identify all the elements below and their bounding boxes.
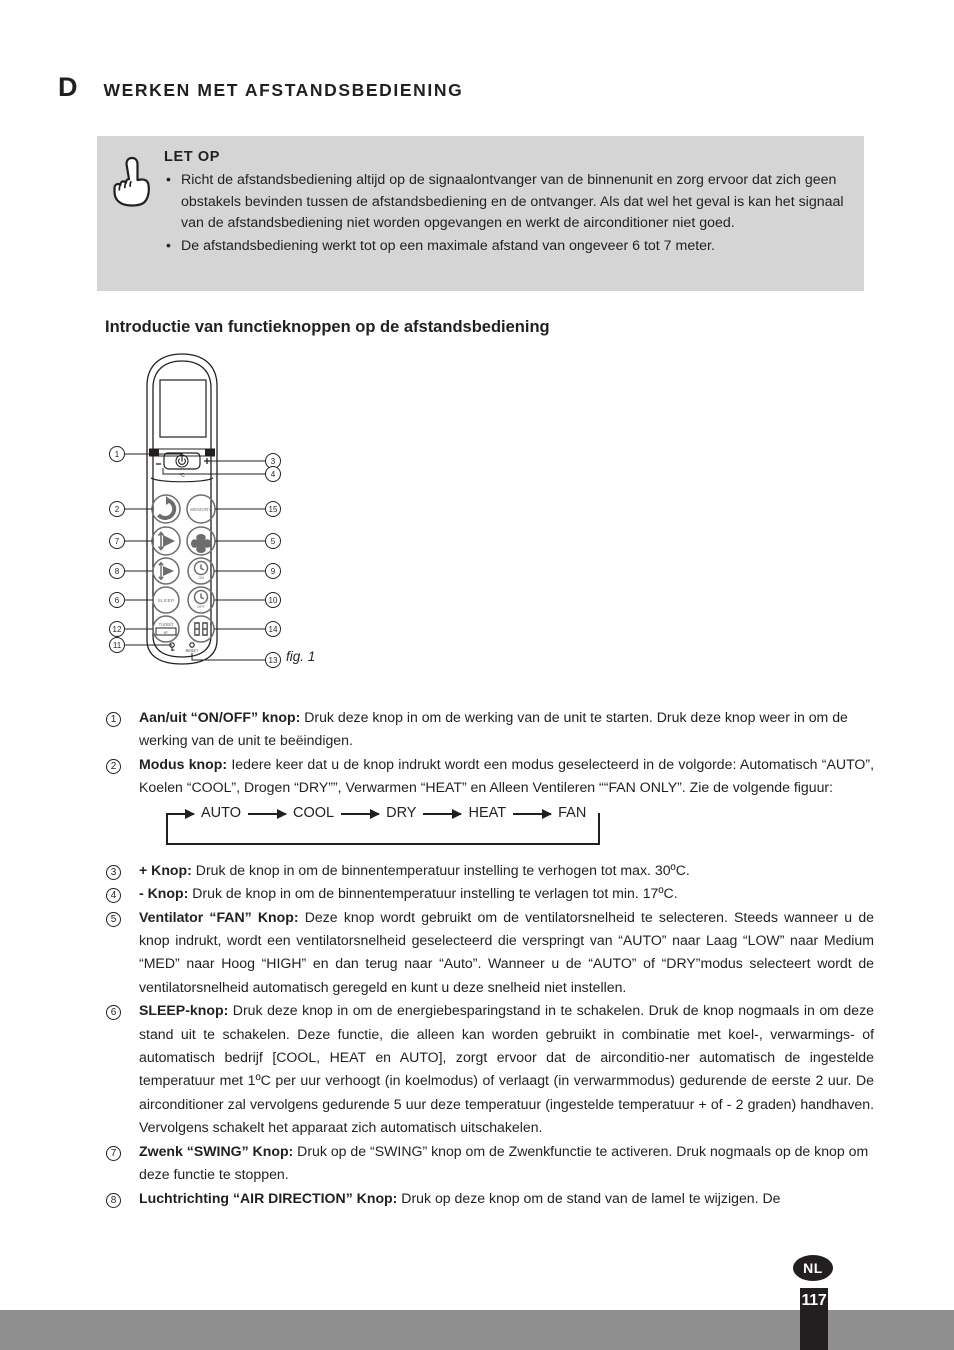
list-item-body: Druk op deze knop om de stand van de lamel te wijzigen. De — [397, 1189, 781, 1206]
list-item-bold: Zwenk “SWING” Knop: — [139, 1142, 294, 1159]
list-item-number: 4 — [106, 882, 139, 906]
fan-blades-icon — [191, 534, 211, 553]
svg-text:ON: ON — [198, 575, 204, 580]
page-header — [58, 74, 463, 101]
mode-label-fan: FAN — [558, 804, 587, 821]
list-item-text — [139, 1187, 874, 1210]
svg-text:TURBO: TURBO — [158, 622, 174, 627]
list-item-text — [139, 999, 874, 1139]
list-item — [106, 1187, 874, 1211]
notice-bullet-list — [164, 170, 850, 257]
mode-arrow-icon — [423, 813, 461, 815]
list-item-number: 5 — [106, 906, 139, 930]
list-item-number: 8 — [106, 1187, 139, 1211]
notice-bullet: • De afstandsbediening werkt tot op een maximale afstand van ongeveer 6 tot 7 meter. — [164, 236, 850, 258]
list-item-text — [139, 859, 874, 882]
svg-text:13: 13 — [268, 656, 278, 665]
language-badge: NL — [793, 1255, 833, 1281]
list-item-number: 3 — [106, 859, 139, 883]
list-item-number: 7 — [106, 1140, 139, 1164]
list-item — [106, 999, 874, 1139]
svg-text:RESET: RESET — [185, 649, 199, 653]
list-item-number: 6 — [106, 999, 139, 1023]
list-item-body: Druk deze knop in om de werking van de unit te starten. Druk deze knop weer in om de werking van de unit te beëindigen. — [139, 709, 848, 749]
mode-label-auto: AUTO — [201, 804, 242, 821]
remote-control-diagram — [100, 350, 400, 680]
list-item-body: Druk deze knop in om de energiebesparingstand in te schakelen. Druk de knop nogmaals in om deze stand uit te schakelen. Deze functie, die alleen kan worden gebruikt in combinatie met koel-, verwarmings- of automatisch bedrijf [COOL, HEAT en AUTO], zorgt ervoor dat de airconditio-ner automatisch de ingestelde temperatuur met 1ºC per uur verhoogt (in koelmodus) of verlaagt (in verwarmmodus) gedurende de eerste 2 uur. De airconditioner zal vervolgens gedurende 5 uur deze temperatuur (ingestelde temperatuur + of - 2 graden) handhaven. Vervolgens schakelt het apparaat zich automatisch uitschakelen. — [139, 1002, 874, 1136]
list-item-body: Druk de knop in om de binnentemperatuur instelling te verlagen tot min. 17ºC. — [188, 885, 678, 902]
section-heading: Introductie van functieknoppen op de afstandsbediening — [105, 318, 550, 336]
list-item-number: 1 — [106, 706, 139, 730]
list-item-text — [139, 882, 874, 905]
list-item-text — [139, 706, 874, 753]
svg-text:3: 3 — [270, 457, 276, 466]
svg-text:IF: IF — [164, 630, 168, 635]
mode-arrow-icon — [341, 813, 379, 815]
list-item-bold: + Knop: — [139, 861, 192, 878]
remote-control-figure — [100, 350, 400, 680]
list-item-bold: Modus knop: — [139, 755, 228, 772]
svg-text:7: 7 — [114, 537, 120, 546]
svg-text:OFF: OFF — [197, 604, 205, 609]
svg-text:5: 5 — [270, 537, 276, 546]
svg-text:9: 9 — [270, 567, 276, 576]
svg-text:6: 6 — [114, 596, 120, 605]
list-item-text — [139, 1140, 874, 1187]
function-button-list — [106, 706, 874, 1210]
figure-caption: fig. 1 — [286, 649, 316, 664]
list-item — [106, 706, 874, 753]
svg-text:SLEEP: SLEEP — [157, 599, 175, 604]
svg-text:14: 14 — [268, 625, 278, 634]
svg-text:15: 15 — [268, 505, 278, 514]
mode-arrow-icon — [248, 813, 286, 815]
notice-bullet: • Richt de afstandsbediening altijd op de signaalontvanger van de binnenunit en zorg ervoor dat zich geen obstakels bevinden tussen de afstandsbediening en de ontvanger. Als dat wel het geval is kan het signaal van de afstandsbediening niet worden opgevangen en werkt de airconditioner niet goed. — [164, 170, 850, 235]
page-title: WERKEN MET AFSTANDSBEDIENING — [103, 80, 464, 100]
mode-label-dry: DRY — [386, 804, 417, 821]
page-number: 117 — [800, 1288, 828, 1350]
svg-text:1: 1 — [114, 450, 120, 459]
mode-label-heat: HEAT — [468, 804, 507, 821]
svg-text:10: 10 — [268, 596, 278, 605]
list-item-body: Druk op de “SWING” knop om de Zwenkfunctie te activeren. Druk nogmaals op de knop om deze functie te stoppen. — [139, 1142, 869, 1183]
list-item-bold: Luchtrichting “AIR DIRECTION” Knop: — [139, 1189, 398, 1206]
mode-arrow-icon — [166, 813, 194, 815]
svg-text:11: 11 — [112, 641, 122, 650]
list-item — [106, 859, 874, 883]
list-item — [106, 753, 874, 859]
notice-box — [97, 136, 864, 291]
list-item-bold: Ventilator “FAN” Knop: — [139, 908, 299, 925]
list-item-bold: - Knop: — [139, 885, 189, 902]
svg-text:4: 4 — [270, 470, 276, 479]
list-item-text — [139, 753, 874, 859]
mode-circle-arrow-icon — [159, 496, 175, 518]
list-item-body: Iedere keer dat u de knop indrukt wordt een modus geselecteerd in de volgorde: Automatisch “AUTO”, Koelen “COOL”, Drogen “DRY””, Verwarmen “HEAT” en Alleen Ventileren ““FAN ONLY”. Zie de volgende figuur: — [139, 755, 874, 796]
pointing-hand-icon — [108, 149, 160, 281]
svg-text:MEMORY: MEMORY — [190, 507, 212, 512]
mode-arrow-icon — [513, 813, 551, 815]
list-item — [106, 882, 874, 906]
mode-cycle-diagram — [166, 803, 600, 847]
list-item — [106, 906, 874, 1000]
list-item-body: Deze knop wordt gebruikt om de ventilatorsnelheid te selecteren. Steeds wanneer u de knop indrukt, wordt een ventilatorsnelheid geselecteerd die verspringt van “AUTO” naar Laag “LOW” naar Medium “MED” naar Hoog “HIGH” en dan terug naar “Auto”. Wanneer u de “AUTO” of “DRY”modus selecteert wordt de ventilatorsnelheid automatisch geregeld en kunt u deze snelheid niet instellen. — [139, 908, 874, 995]
notice-title: LET OP — [164, 149, 220, 165]
list-item-bold: SLEEP-knop: — [139, 1002, 229, 1019]
list-item-number: 2 — [106, 753, 139, 777]
svg-text:°C: °C — [179, 473, 185, 479]
svg-text:2: 2 — [114, 505, 120, 514]
svg-text:8: 8 — [114, 567, 120, 576]
list-item — [106, 1140, 874, 1187]
list-item-bold: Aan/uit “ON/OFF” knop: — [139, 709, 301, 725]
svg-text:12: 12 — [112, 625, 122, 634]
list-item-body: Druk de knop in om de binnentemperatuur instelling te verhogen tot max. 30ºC. — [191, 861, 690, 878]
chapter-letter: D — [58, 72, 78, 102]
list-item-text — [139, 906, 874, 1000]
mode-label-cool: COOL — [293, 804, 335, 821]
